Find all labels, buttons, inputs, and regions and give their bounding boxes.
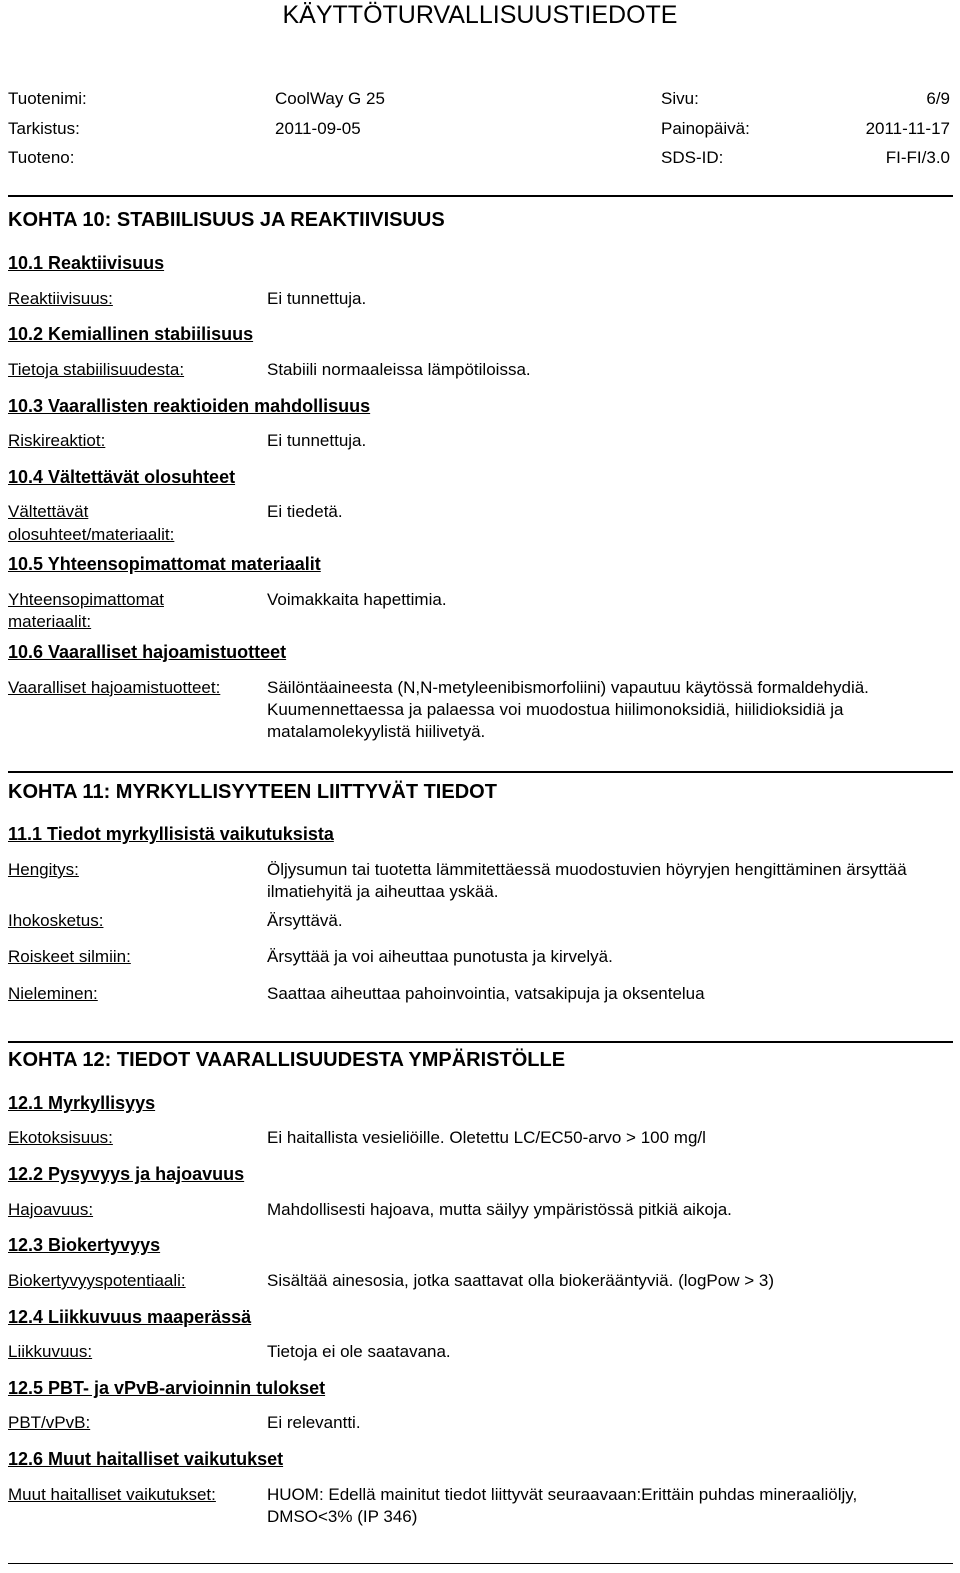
eye-contact-value: Ärsyttää ja voi aiheuttaa punotusta ja kirvelyä. [267,947,613,966]
conditions-label-line1: Vältettävät [8,502,89,521]
product-name-value: CoolWay G 25 [275,89,385,108]
subsection-12-2-title: 12.2 Pysyvyys ja hajoavuus [8,1164,245,1184]
ecotoxicity-label: Ekotoksisuus: [8,1128,113,1147]
reactivity-value: Ei tunnettuja. [267,289,367,308]
subsection-10-2-title: 10.2 Kemiallinen stabiilisuus [8,324,254,344]
subsection-12-1-title: 12.1 Myrkyllisyys [8,1093,156,1113]
sds-id-label: SDS-ID: [661,148,724,167]
subsection-12-4-title: 12.4 Liikkuvuus maaperässä [8,1307,252,1327]
conditions-label-line2: olosuhteet/materiaalit: [8,525,175,544]
section-divider [8,195,953,197]
incompatible-value: Voimakkaita hapettimia. [267,590,447,609]
product-name-label: Tuotenimi: [8,89,87,108]
bioaccumulation-label: Biokertyvyyspotentiaali: [8,1271,186,1290]
eye-contact-label: Roiskeet silmiin: [8,947,131,966]
bioaccumulation-value: Sisältää ainesosia, jotka saattavat olla biokerääntyviä. (logPow > 3) [267,1271,774,1290]
decomposition-label: Vaaralliset hajoamistuotteet: [8,678,221,697]
stability-label: Tietoja stabiilisuudesta: [8,360,185,379]
mobility-label: Liikkuvuus: [8,1342,93,1361]
print-date-label: Painopäivä: [661,119,750,138]
subsection-11-1-title: 11.1 Tiedot myrkyllisistä vaikutuksista [8,824,334,844]
subsection-10-4-title: 10.4 Vältettävät olosuhteet [8,467,236,487]
hazardous-reactions-value: Ei tunnettuja. [267,431,367,450]
incompatible-label-line2: materiaalit: [8,612,92,631]
page-value: 6/9 [926,89,950,108]
skin-contact-value: Ärsyttävä. [267,911,343,930]
ingestion-value: Saattaa aiheuttaa pahoinvointia, vatsakipuja ja oksentelua [267,984,705,1003]
revision-value: 2011-09-05 [275,119,361,138]
subsection-10-1-title: 10.1 Reaktiivisuus [8,253,165,273]
subsection-12-6-title: 12.6 Muut haitalliset vaikutukset [8,1449,284,1469]
section-divider [8,771,953,773]
section-11-title: KOHTA 11: MYRKYLLISYYTEEN LIITTYVÄT TIEDOT [8,781,497,803]
incompatible-label-line1: Yhteensopimattomat [8,590,164,609]
subsection-12-3-title: 12.3 Biokertyvyys [8,1235,161,1255]
skin-contact-label: Ihokosketus: [8,911,104,930]
conditions-value: Ei tiedetä. [267,502,343,521]
mobility-value: Tietoja ei ole saatavana. [267,1342,451,1361]
hazardous-reactions-label: Riskireaktiot: [8,431,106,450]
footer-divider [8,1563,953,1564]
inhalation-label: Hengitys: [8,860,79,879]
ingestion-label: Nieleminen: [8,984,98,1003]
print-date-value: 2011-11-17 [865,119,950,138]
inhalation-value: Öljysumun tai tuotetta lämmitettäessä muodostuvien höyryjen hengittäminen ärsyttää ilmatiehyitä ja aiheuttaa yskää. [267,860,907,901]
decomposition-value: Säilöntäaineesta (N,N-metyleenibismorfoliini) vapautuu käytössä formaldehydiä. Kuumennettaessa ja palaessa voi muodostua hiilimonoksidiä, hiilidioksidiä ja matalamolekyylistä hiilivetyä. [267,678,869,741]
section-divider [8,1041,953,1043]
product-no-label: Tuoteno: [8,148,75,167]
pbt-value: Ei relevantti. [267,1413,361,1432]
revision-label: Tarkistus: [8,119,80,138]
other-effects-value: HUOM: Edellä mainitut tiedot liittyvät seuraavaan:Erittäin puhdas mineraaliöljy, DMSO<3% (IP 346) [267,1485,858,1526]
degradability-value: Mahdollisesti hajoava, mutta säilyy ympäristössä pitkiä aikoja. [267,1200,732,1219]
stability-value: Stabiili normaaleissa lämpötiloissa. [267,360,531,379]
reactivity-label: Reaktiivisuus: [8,289,113,308]
document-title: KÄYTTÖTURVALLISUUSTIEDOTE [282,1,678,29]
subsection-12-5-title: 12.5 PBT- ja vPvB-arvioinnin tulokset [8,1378,326,1398]
subsection-10-5-title: 10.5 Yhteensopimattomat materiaalit [8,554,321,574]
section-12-title: KOHTA 12: TIEDOT VAARALLISUUDESTA YMPÄRISTÖLLE [8,1049,566,1071]
sds-id-value: FI-FI/3.0 [885,148,950,167]
pbt-label: PBT/vPvB: [8,1413,91,1432]
page-label: Sivu: [661,89,699,108]
subsection-10-6-title: 10.6 Vaaralliset hajoamistuotteet [8,642,287,662]
subsection-10-3-title: 10.3 Vaarallisten reaktioiden mahdollisuus [8,396,371,416]
other-effects-label: Muut haitalliset vaikutukset: [8,1485,216,1504]
section-10-title: KOHTA 10: STABIILISUUS JA REAKTIIVISUUS [8,209,445,231]
degradability-label: Hajoavuus: [8,1200,94,1219]
ecotoxicity-value: Ei haitallista vesieliöille. Oletettu LC/EC50-arvo > 100 mg/l [267,1128,706,1147]
